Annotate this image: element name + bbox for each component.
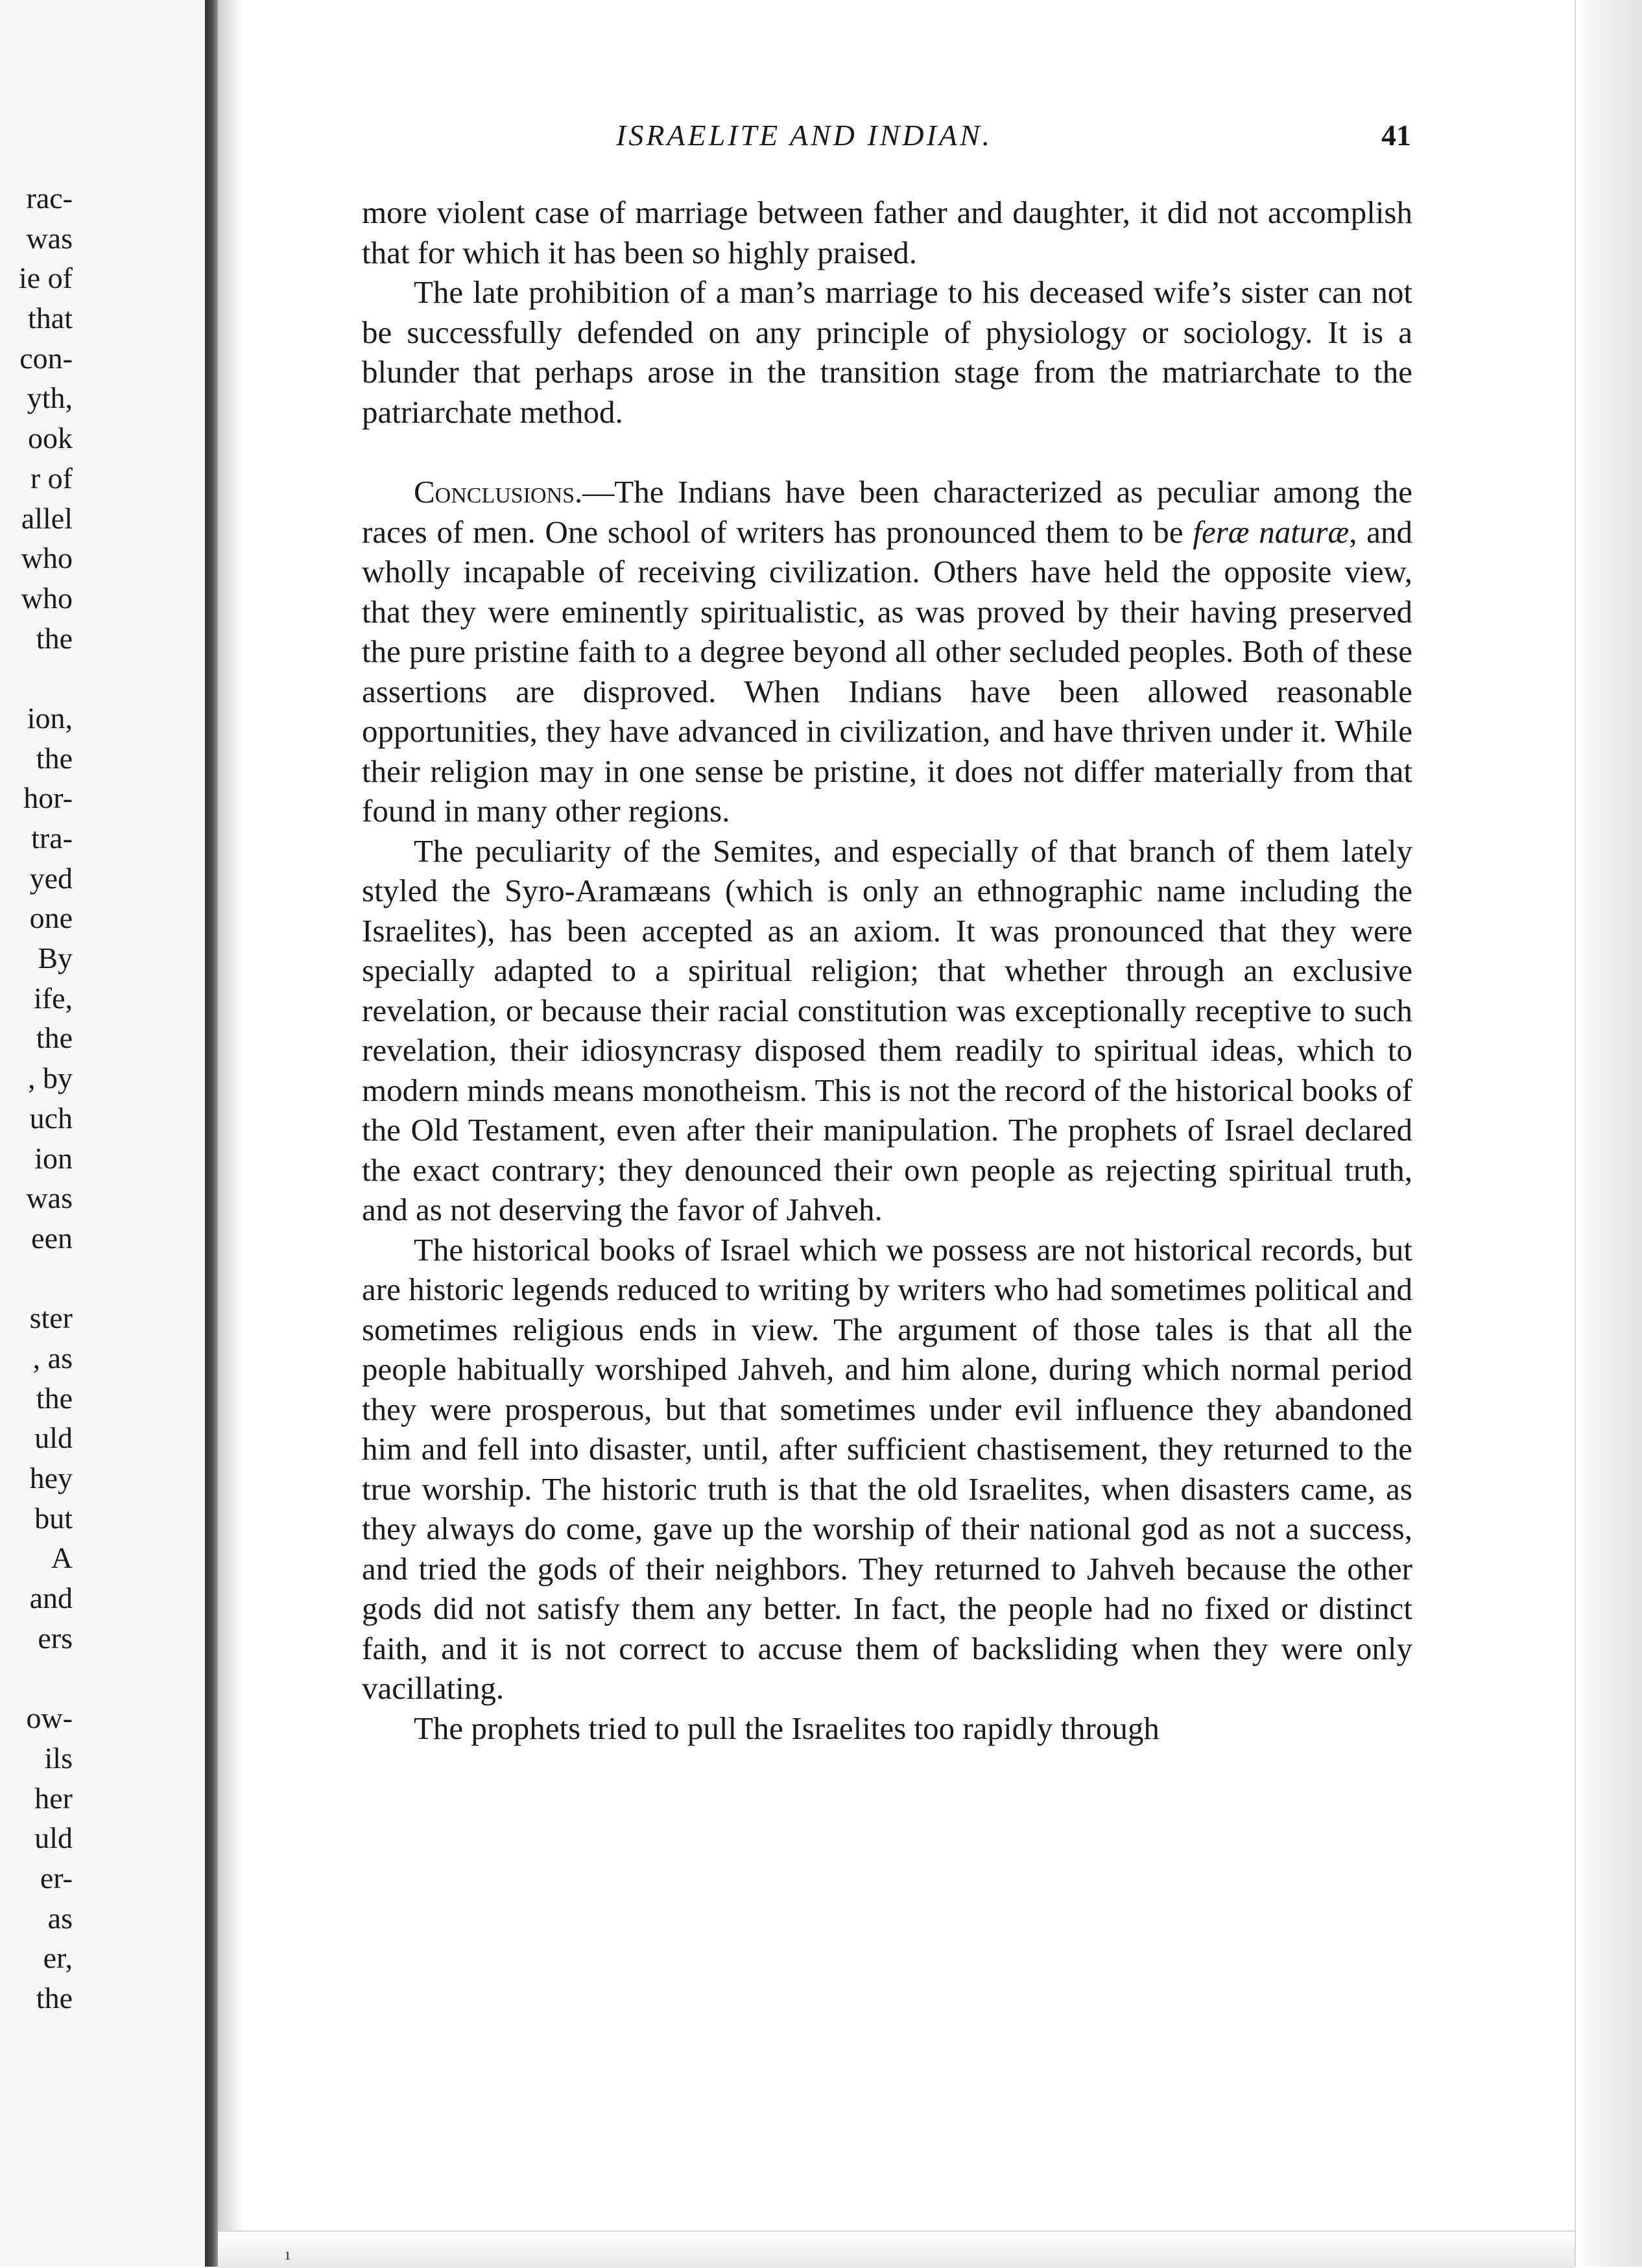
- left-fragment: By: [38, 941, 73, 975]
- left-fragment: tra-: [31, 821, 73, 855]
- running-title: ISRAELITE AND INDIAN.: [616, 119, 993, 152]
- left-fragment: the: [36, 1021, 73, 1055]
- section-heading-conclusions: Conclusions.: [414, 474, 583, 510]
- left-fragment: ion,: [27, 701, 73, 735]
- left-fragment: ook: [28, 421, 73, 455]
- left-fragment: one: [29, 901, 73, 935]
- left-fragment: een: [31, 1221, 73, 1255]
- left-fragment: allel: [21, 501, 73, 535]
- left-fragment: [0, 1258, 73, 1299]
- left-fragment: hey: [29, 1461, 73, 1494]
- left-fragment: ion: [34, 1141, 73, 1175]
- scan-mark: ı: [285, 2245, 291, 2263]
- paragraph-continued: more violent case of marriage between father and daughter, it did not accomplish that for which it has been so highly praised.: [362, 195, 1412, 270]
- left-fragment: her: [34, 1781, 73, 1815]
- conclusions-text-a: —The Indians have been characterized as peculiar among the races of men. One school of writers has pronounced them to be: [362, 474, 1412, 550]
- left-fragment: hor-: [23, 781, 73, 815]
- page-number: 41: [1381, 119, 1411, 152]
- left-fragment: the: [36, 621, 73, 655]
- left-fragment: but: [34, 1501, 73, 1535]
- left-page-text-fragments: [0, 178, 73, 2018]
- left-fragment: the: [36, 1381, 73, 1415]
- paragraph-deceased-wife: The late prohibition of a man’s marriage to his deceased wife’s sister can not be successfully defended on any principle of physiology or sociology. It is a blunder that perhaps arose in the transition stage from the matriarchate to the patriarchate method.: [362, 274, 1412, 430]
- paragraph-historical-books: The historical books of Israel which we possess are not historical records, but are historic legends reduced to writing by writers who had sometimes political and sometimes religious ends in view. The argument of those tales is that all the people habitually worshiped Jahveh, and him alone, during which normal period they were prosperous, but that sometimes under evil influence they abandoned him and fell into disaster, until, after sufficient chastisement, they returned to the true worship. The historic truth is that the old Israelites, when disasters came, as they always do come, gave up the worship of their national god as not a success, and tried the gods of their neighbors. They returned to Jahveh because the other gods did not satisfy them any better. In fact, the people had no fixed or distinct faith, and it is not correct to accuse them of backsliding when they were only vacillating.: [362, 1231, 1412, 1706]
- left-fragment: uch: [29, 1101, 73, 1135]
- left-fragment: uld: [34, 1821, 73, 1855]
- page-bottom-edge: [218, 2230, 1575, 2268]
- left-fragment: as: [47, 1901, 73, 1935]
- left-fragment: r of: [30, 461, 73, 495]
- left-fragment: ster: [29, 1301, 73, 1335]
- paragraph-semites: The peculiarity of the Semites, and especially of that branch of them lately styled the Syro-Aramæans (which is only an ethnographic name including the Israelites), has been accepted as an axiom. It was pronounced that they were specially adapted to a spiritual religion; that whether through an exclusive revelation, or because their racial constitution was exceptionally receptive to such revelation, their idiosyncrasy disposed them readily to spiritual ideas, which to modern minds means monotheism. This is not the record of the historical books of the Old Testament, even after their manipulation. The prophets of Israel declared the exact contrary; they denounced their own people as rejecting spiritual truth, and as not deserving the favor of Jahveh.: [362, 833, 1412, 1227]
- left-fragment: ils: [44, 1741, 73, 1775]
- left-fragment: and: [29, 1581, 73, 1615]
- paragraph-prophets: The prophets tried to pull the Israelites too rapidly through: [414, 1710, 1160, 1746]
- left-fragment: who: [21, 581, 73, 615]
- left-fragment: er,: [43, 1941, 73, 1975]
- page-body: [362, 193, 1412, 1748]
- left-fragment: was: [26, 1181, 73, 1215]
- left-fragment: [0, 1658, 73, 1698]
- left-fragment: uld: [34, 1421, 73, 1455]
- left-fragment: con-: [19, 341, 73, 375]
- left-fragment: that: [28, 301, 73, 335]
- left-page-fragment: [0, 0, 209, 2267]
- left-fragment: the: [36, 741, 73, 775]
- left-fragment: ow-: [26, 1701, 73, 1735]
- left-fragment: er-: [40, 1861, 73, 1895]
- paragraph-conclusions: [362, 472, 1412, 831]
- left-fragment: rac-: [26, 182, 73, 215]
- gutter-shadow: [218, 0, 244, 2267]
- left-fragment: was: [26, 221, 73, 255]
- left-fragment: yed: [29, 861, 73, 895]
- left-fragment: ers: [38, 1621, 73, 1655]
- left-fragment: ie of: [18, 261, 73, 295]
- left-fragment: A: [51, 1541, 73, 1575]
- left-fragment: the: [36, 1981, 73, 2014]
- latin-phrase: feræ naturæ: [1193, 514, 1350, 550]
- book-gutter: [205, 0, 218, 2267]
- left-fragment: who: [21, 541, 73, 575]
- left-fragment: yth,: [27, 381, 73, 415]
- left-fragment: ife,: [33, 981, 73, 1015]
- left-fragment: , by: [28, 1061, 73, 1095]
- conclusions-text-b: , and wholly incapable of receiving civilization. Others have held the opposite view, that they were eminently spiritualistic, as was proved by their having preserved the pure pristine faith to a degree beyond all other secluded peoples. Both of these assertions are disproved. When Indians have been allowed reasonable opportunities, they have advanced in civilization, and have thriven under it. While their religion may in one sense be pristine, it does not differ materially from that found in many other regions.: [362, 514, 1413, 829]
- page-edge: [1575, 0, 1642, 2267]
- left-fragment: , as: [32, 1341, 73, 1375]
- left-fragment: [0, 658, 73, 698]
